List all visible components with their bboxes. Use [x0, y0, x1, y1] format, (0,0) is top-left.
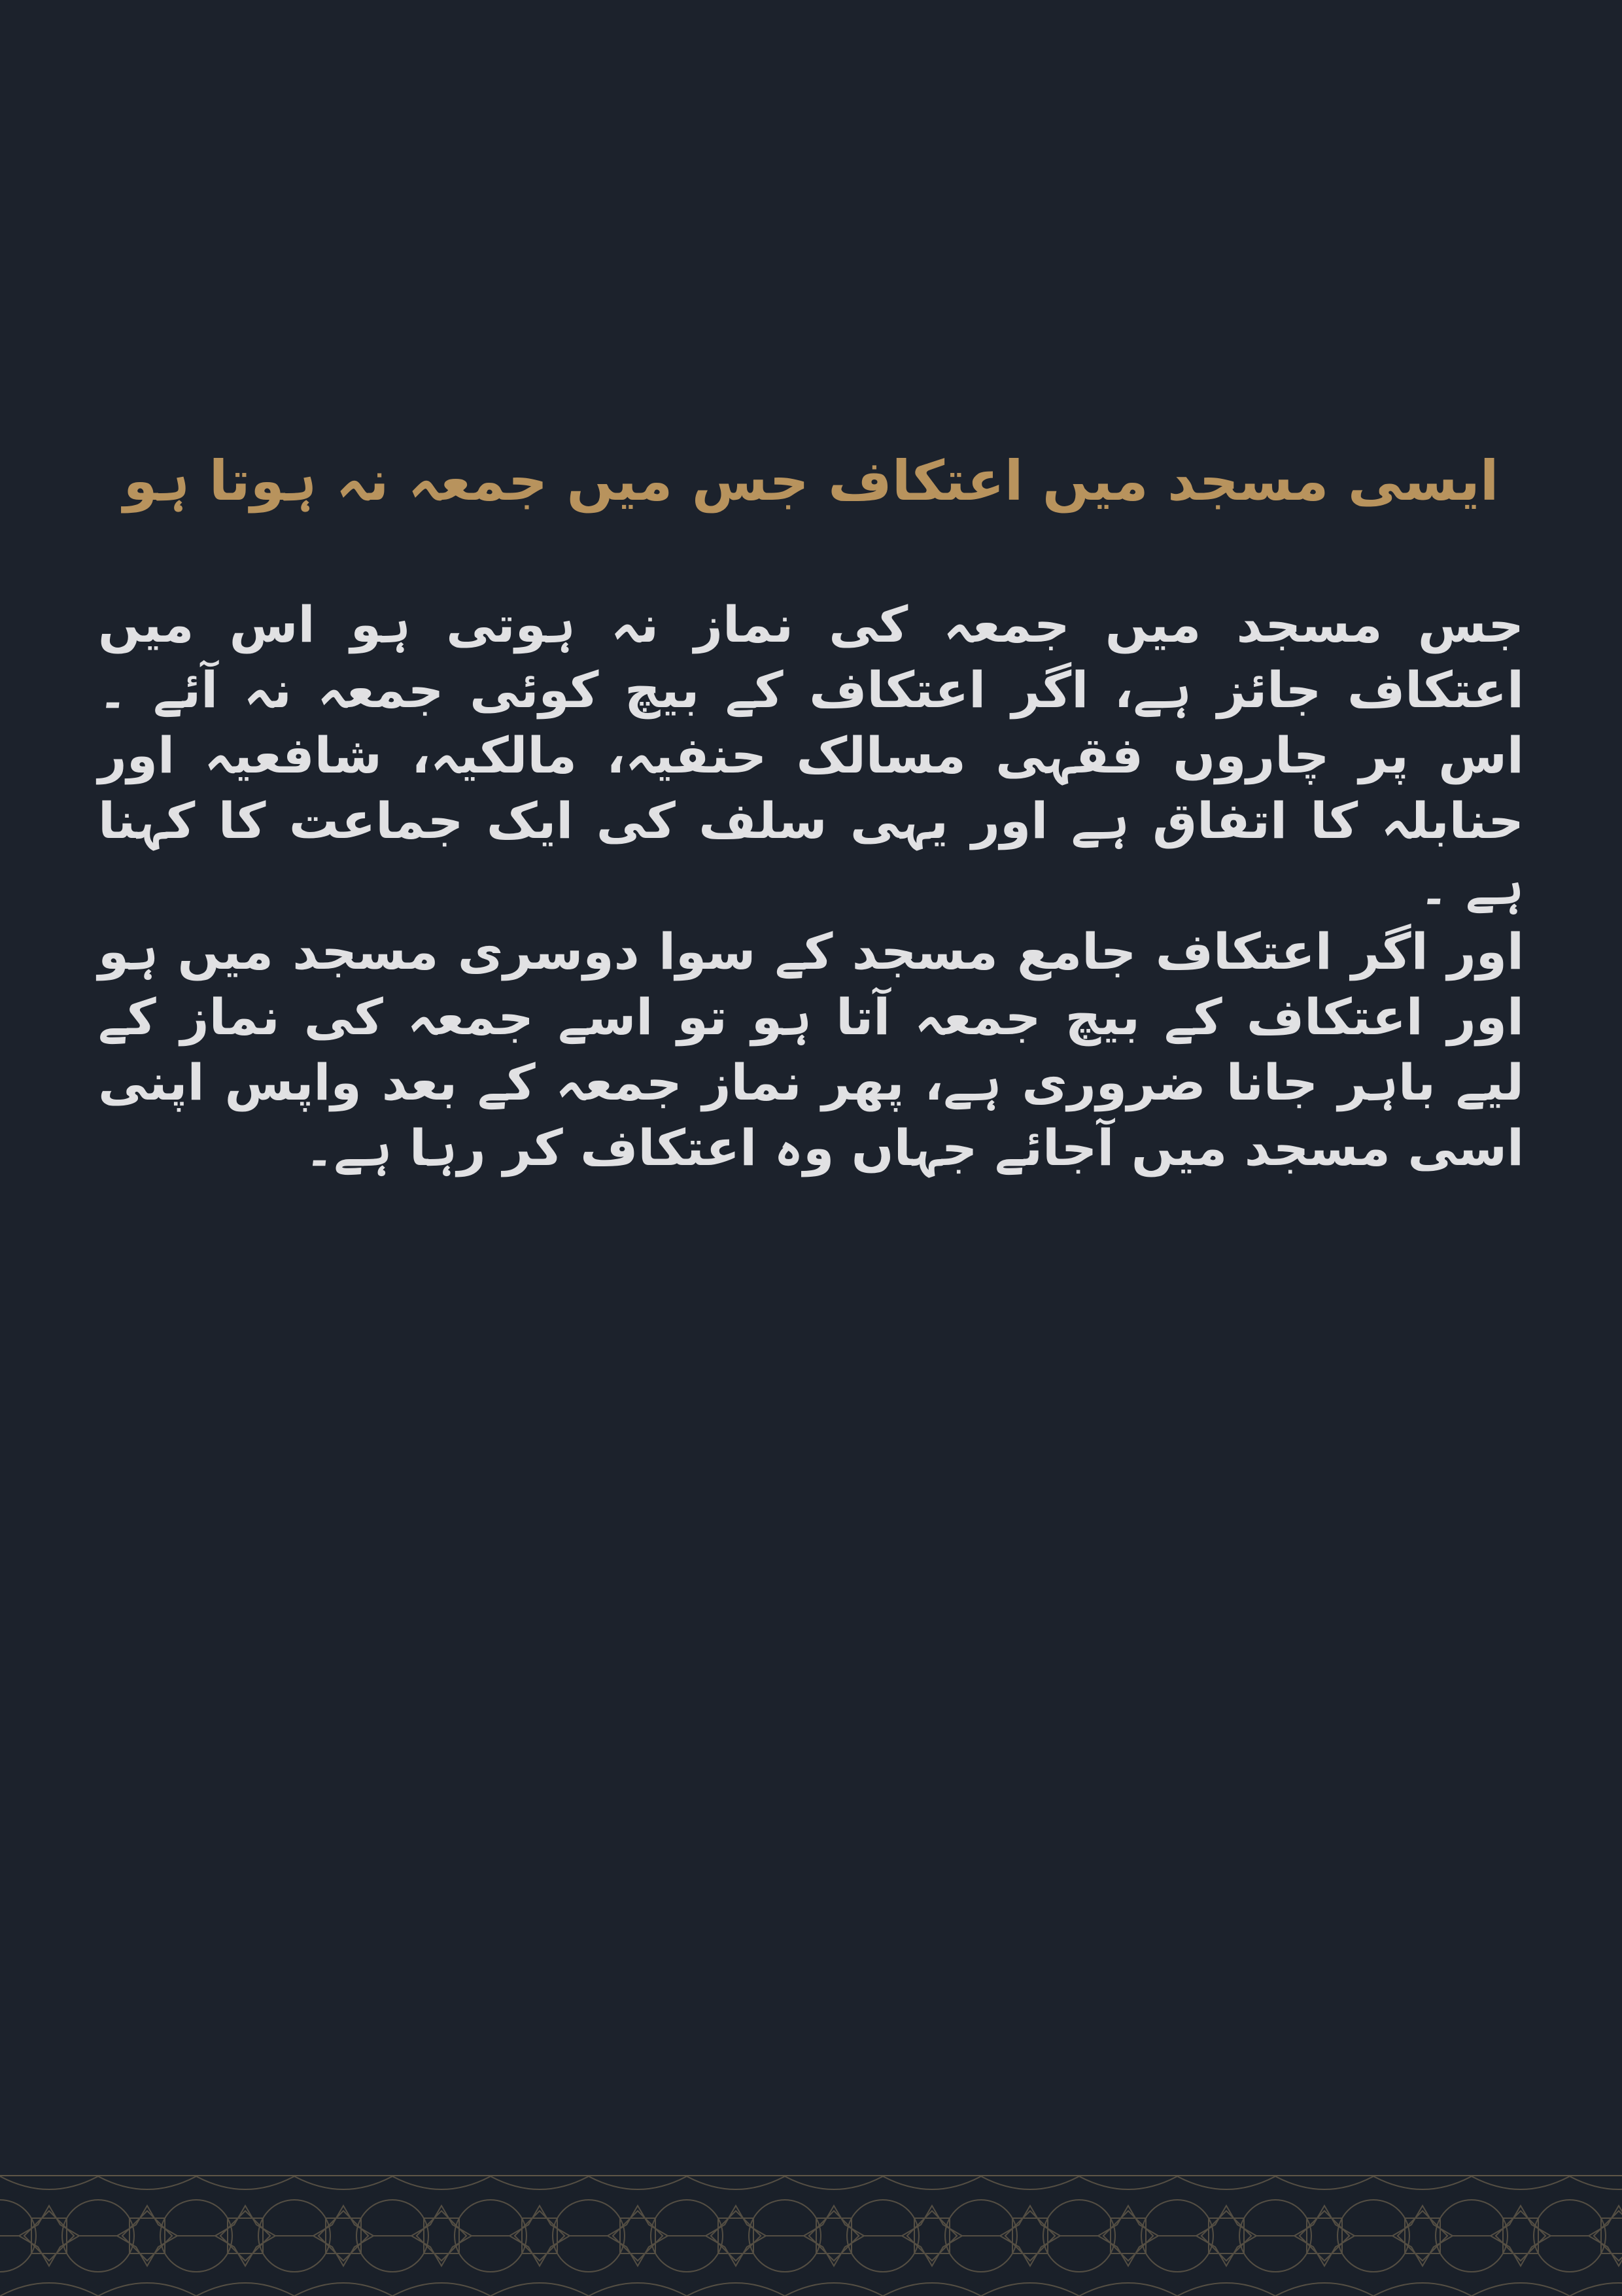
document-title: ایسی مسجد میں اعتکاف جس میں جمعہ نہ ہوتا ہو: [123, 449, 1499, 513]
document-body: [98, 592, 1524, 1181]
geometric-pattern-icon: [0, 2176, 1622, 2296]
paragraph-1: جس مسجد میں جمعہ کی نماز نہ ہوتی ہو اس میں اعتکاف جائز ہے، اگر اعتکاف کے بیچ کوئی جمعہ نہ آئے ۔ اس پر چاروں فقہی مسالک حنفیہ، مالکیہ، شافعیہ اور حنابلہ کا اتفاق ہے اور یہی سلف کی ایک جماعت کا کہنا ہے ۔: [98, 595, 1524, 915]
footer-ornament-band: [0, 2175, 1622, 2296]
paragraph-2: اور اگر اعتکاف جامع مسجد کے سوا دوسری مسجد میں ہو اور اعتکاف کے بیچ جمعہ آتا ہو تو اسے جمعہ کی نماز کے لیے باہر جانا ضروری ہے، پھر نماز جمعہ کے بعد واپس اپنی اسی مسجد میں آجائے جہاں وہ اعتکاف کر رہا ہے۔: [98, 922, 1524, 1177]
